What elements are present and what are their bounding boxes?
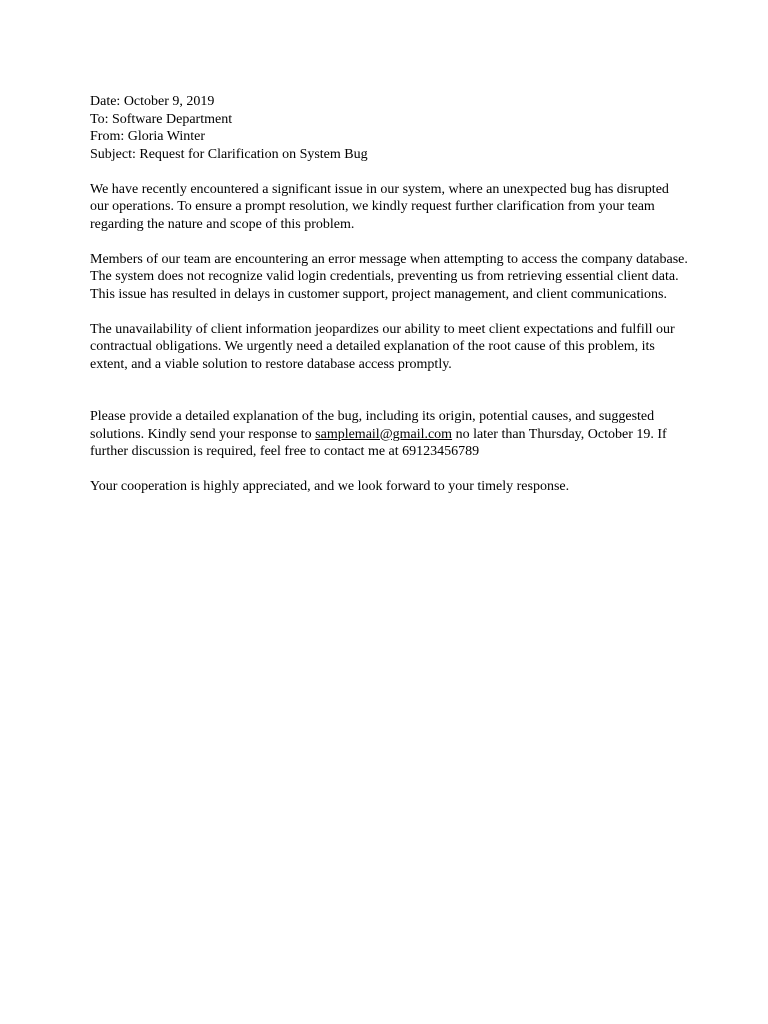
paragraph-closing: Your cooperation is highly appreciated, and we look forward to your timely response. <box>90 479 570 494</box>
paragraph-impact: The unavailability of client information jeopardizes our ability to meet client expectations and fulfill our contractual obligations. We urgently need a detailed explanation of the root cause of this problem, its extent, and a viable solution to restore database access promptly. <box>90 321 675 372</box>
paragraph-request <box>90 408 690 461</box>
email-link[interactable]: samplemail@gmail.com <box>315 426 453 442</box>
date-line: Date: October 9, 2019 <box>90 94 215 109</box>
request-text-after-email: no later than Thursday, October 19. If further discussion is required, feel free to contact me at 69123456789 <box>90 426 667 459</box>
sender-line: From: Gloria Winter <box>90 129 206 144</box>
paragraph-issue-summary: We have recently encountered a significant issue in our system, where an unexpected bug has disrupted our operations. To ensure a prompt resolution, we kindly request further clarification from your team regarding the nature and scope of this problem. <box>90 181 669 232</box>
request-text-before-email: Please provide a detailed explanation of the bug, including its origin, potential causes, and suggested solutions. Kindly send your response to <box>90 409 655 442</box>
recipient-line: To: Software Department <box>90 111 233 127</box>
letter-body <box>90 93 690 496</box>
subject-line: Subject: Request for Clarification on System Bug <box>90 146 368 162</box>
letter-header <box>90 93 690 163</box>
paragraph-error-details: Members of our team are encountering an error message when attempting to access the company database. The system does not recognize valid login credentials, preventing us from retrieving essential client data. This issue has resulted in delays in customer support, project management, and client communications. <box>90 251 688 302</box>
